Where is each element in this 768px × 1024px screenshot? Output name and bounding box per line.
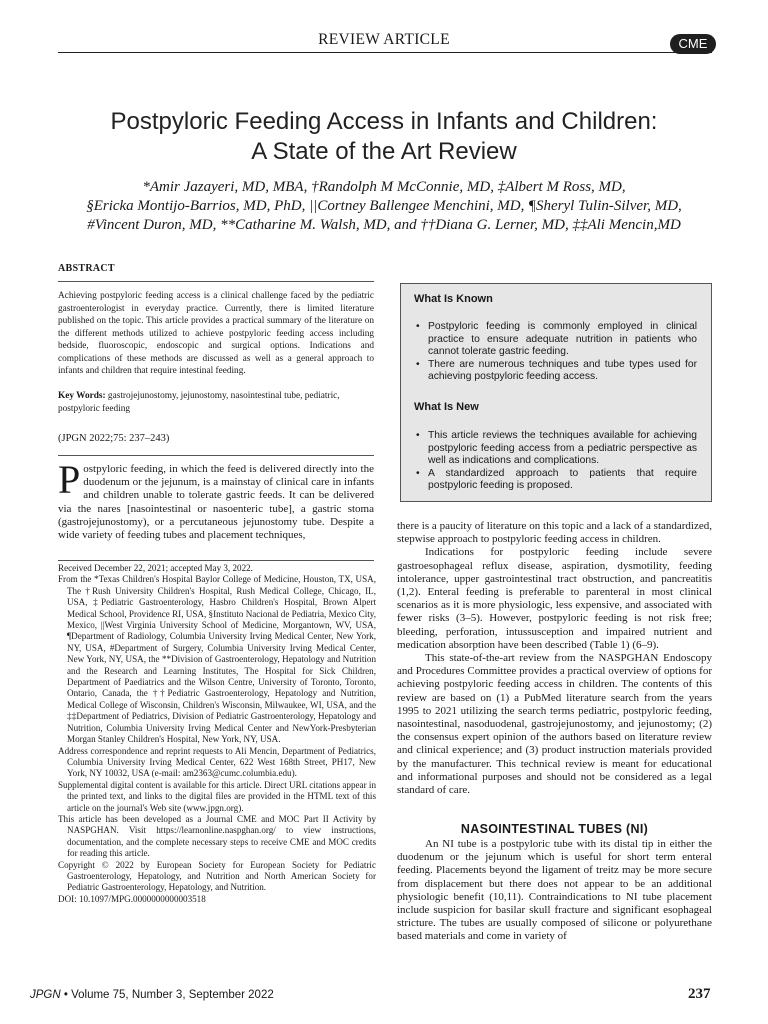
keywords-list: gastrojejunostomy, jejunostomy, nasointestinal tube, pediatric, postpyloric feeding — [58, 391, 340, 414]
footnote-address: Address correspondence and reprint requests to Ali Mencin, Department of Pediatrics, Columbia University Irving Medical Center, 622 West 168th Street, PH17, New York, NY 10032, USA (e-mail: am2363@cumc.columbia.edu). — [58, 745, 376, 779]
list-item: • A standardized approach to patients that require postpyloric feeding is proposed. — [428, 468, 697, 493]
header-rule — [58, 52, 712, 53]
what-is-new-list — [414, 430, 697, 493]
body-section-text — [397, 838, 712, 944]
what-is-known-list — [414, 321, 697, 384]
abstract-text: Achieving postpyloric feeding access is a clinical challenge faced by the pediatric gastroenterologist in everyday practice. Currently, there is limited literature published on the topic. This article provides a practical summary of the literature on the different methods utilized to achieve postpyloric feeding access including bedside, fluoroscopic, endoscopic and surgical options. Indications and complications of these methods are discussed as well as a general approach to infants and children that require intestinal feeding. — [58, 291, 374, 376]
title-line-1: Postpyloric Feeding Access in Infants and Children: — [110, 108, 658, 135]
author-list — [40, 178, 728, 235]
authors-line-3: #Vincent Duron, MD, **Catharine M. Walsh, MD, and ††Diana G. Lerner, MD, ‡‡Ali Mencin,MD — [87, 217, 681, 233]
footnote-rule — [58, 560, 374, 561]
authors-line-2: §Ericka Montijo-Barrios, MD, PhD, ||Cortney Ballengee Menchini, MD, ¶Sheryl Tulin-Silver, MD, — [86, 198, 682, 214]
authors-line-1: *Amir Jazayeri, MD, MBA, †Randolph M McConnie, MD, ‡Albert M Ross, MD, — [142, 179, 626, 195]
footer-journal: JPGN — [30, 989, 61, 1001]
abstract-heading: ABSTRACT — [58, 263, 115, 274]
intro-text: ostpyloric feeding, in which the feed is delivered directly into the duodenum or the jejunum, is a mainstay of clinical care in infants and children unable to tolerate gastric feeds. It can be delivered via the nares [nasointestinal or nasoenteric tube], a gastric stoma (gastrojejunostomy), or a percutaneous jejunostomy tube. Despite a wide variety of feeding tubes and placement techniques, — [58, 463, 374, 542]
footnote-copyright: Copyright © 2022 by European Society for European Society for Pediatric Gastroenterology, Hepatology, and Nutrition and North American Society for Pediatric Gastroenterology, Hepatology, and Nutrition. — [58, 859, 376, 893]
keywords — [58, 390, 374, 415]
footnotes — [58, 563, 376, 905]
footnote-doi: DOI: 10.1097/MPG.0000000000003518 — [58, 893, 206, 904]
list-item: • Postpyloric feeding is commonly employed in clinical practice to ensure adequate nutrition in patients who cannot tolerate gastric feeding. — [428, 321, 697, 359]
keywords-label: Key Words: — [58, 391, 106, 401]
citation-rule — [58, 455, 374, 456]
what-is-new-heading: What Is New — [414, 401, 479, 413]
drop-cap: P — [58, 457, 81, 502]
body-right-column — [397, 520, 712, 797]
list-item: • This article reviews the techniques available for achieving postpyloric feeding access from a pediatric perspective as well as indications and complications. — [428, 430, 697, 468]
body-paragraph: An NI tube is a postpyloric tube with its distal tip in either the duodenum or the jejunum which is useful for short term enteral feeding. Placements beyond the ligament of treitz may be more secure from displacement but there does not appear to be an additional physiologic benefit (10,11). Contraindications to NI tube placement include suspicion for basilar skull fracture and significant esophageal stricture. The tubes are usually composed of silicone or polyurethane based materials and come in variety of — [397, 838, 712, 943]
footnote-cme: This article has been developed as a Journal CME and MOC Part II Activity by NASPGHAN. Visit https://learnonline.naspghan.org/ to view instructions, documentation, and the complete necessary steps to receive CME and MOC credits for reading this article. — [58, 813, 376, 859]
body-paragraph: This state-of-the-art review from the NASPGHAN Endoscopy and Procedures Committee provides a practical overview of options for achieving postpyloric feeding access in children. The contents of this review are based on (1) a PubMed literature search from the years 1995 to 2021 utilizing the search terms pediatric, postpyloric feeding, nasointestinal, nasoduodenal, gastrojejunostomy, and jejunostomy; (2) the consensus expert opinion of the authors based on literature review and clinical experience; and (3) product instruction materials provided by the manufacturer. This technical review is meant for educational and informational purposes and should not be considered as a legal standard of care. — [397, 652, 712, 797]
footer-volume: • Volume 75, Number 3, September 2022 — [60, 989, 274, 1001]
intro-paragraph — [58, 457, 374, 542]
footnote-supplemental: Supplemental digital content is available for this article. Direct URL citations appear in the printed text, and links to the digital files are provided in the HTML text of this article on the journal's Web site (www.jpgn.org). — [58, 779, 376, 813]
abstract-rule — [58, 281, 374, 282]
list-item: • There are numerous techniques and tube types used for achieving postpyloric feeding access. — [428, 359, 697, 384]
what-is-known-heading: What Is Known — [414, 293, 493, 305]
footnote-received: Received December 22, 2021; accepted May 3, 2022. — [58, 563, 253, 573]
cme-badge: CME — [670, 34, 716, 54]
body-paragraph: Indications for postpyloric feeding include severe gastroesophageal reflux disease, aspiration, dysmotility, feeding intolerance, upper gastrointestinal tract obstruction, and pancreatitis (1,2). Enteral feeding is preferable to parenteral in most clinical scenarios as it is more physiologic, less expensive, and associated with fewer risks (3–5). However, postpyloric feeding is not risk free; bleeding, perforation, intussusception and impaired nutrient and medication absorption have been described (Table 1) (6–9). — [397, 546, 712, 651]
page-number: 237 — [688, 986, 711, 1002]
summary-box — [400, 283, 712, 502]
article-title — [40, 107, 728, 167]
section-heading: NASOINTESTINAL TUBES (NI) — [460, 822, 649, 836]
footer-journal-info — [30, 989, 274, 1001]
citation: (JPGN 2022;75: 237–243) — [58, 433, 170, 444]
body-paragraph: there is a paucity of literature on this topic and a lack of a standardized, stepwise approach to postpyloric feeding access in children. — [397, 520, 712, 546]
footnote-affiliations: From the *Texas Children's Hospital Baylor College of Medicine, Houston, TX, USA, The †Rush University Children's Hospital, Rush Medical College, Chicago, IL, USA, ‡Pediatric Gastroenterology, Hasbro Children's Hospital, Brown Alpert Medical School, Providence RI, USA, §Instituto Nacional de Pediatria, Mexico City, Mexico, ||West Virginia University School of Medicine, Morgantown, WV, USA, ¶Department of Radiology, Columbia University Irving Medical Center, New York, NY, USA, #Department of Surgery, Columbia University Irving Medical Center, New York, NY, USA, the **Division of Gastroenterology, Hepatology and Nutrition and the Research and Learning Institutes, The Hospital for Sick Children, Department of Paediatrics and the Wilson Centre, University of Toronto, Toronto, Ontario, Canada, the ††Pediatric Gastroenterology, Hepatology and Nutrition, Medical College of Wisconsin, Children's Wisconsin, Milwaukee, WI, USA, and the ‡‡Department of Pediatrics, Division of Pediatric Gastroenterology, Hepatology and Nutrition, Columbia University Irving Medical Center and NewYork-Presbyterian Morgan Stanley Children's Hospital, New York, NY, USA. — [58, 574, 376, 745]
running-head: REVIEW ARTICLE — [318, 31, 450, 48]
title-line-2: A State of the Art Review — [251, 138, 517, 165]
